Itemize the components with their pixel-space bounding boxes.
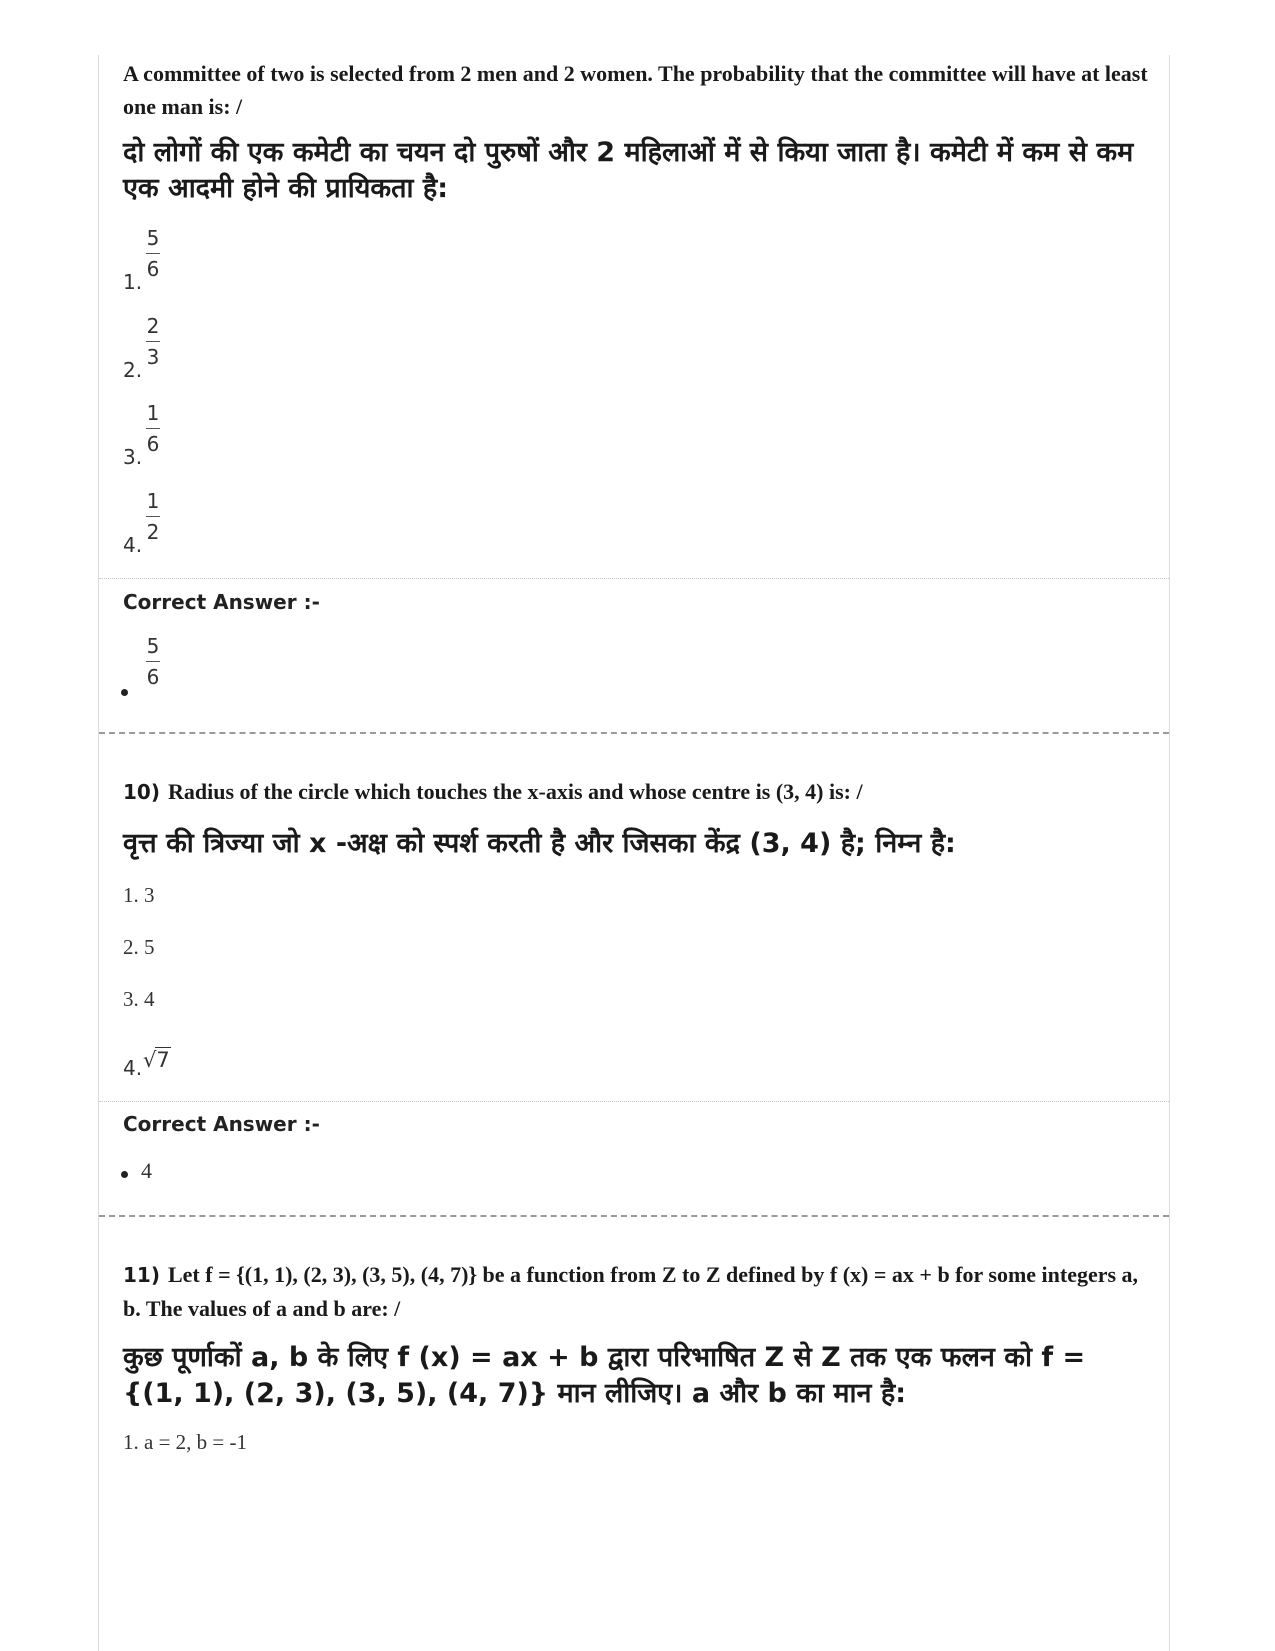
fraction-denominator: 3: [146, 345, 160, 369]
fraction-bar: [146, 661, 160, 662]
q10-correct-answer: 4: [141, 1158, 152, 1183]
fraction-denominator: 6: [146, 665, 160, 689]
question-11-hindi: कुछ पूर्णाकों a, b के लिए f (x) = ax + b द्वारा परिभाषित Z से Z तक एक फलन को f = {(1, 1), (2, 3), (3, 5), (4, 7)} मान लीजिए। a और b का मान है:: [123, 1342, 1086, 1409]
question-9-english: A committee of two is selected from 2 men and 2 women. The probability that the committee will have at least one man is: /: [123, 61, 1148, 119]
question-10-hindi: वृत्त की त्रिज्या जो x -अक्ष को स्पर्श करती है और जिसका केंद्र (3, 4) है; निम्न है:: [123, 828, 956, 859]
question-number: 11): [123, 1263, 160, 1287]
q9-option-3-label: 3.: [123, 445, 143, 469]
q9-option-4-label: 4.: [123, 533, 143, 557]
question-10-english: [123, 775, 1149, 809]
q9-option-2-label: 2.: [123, 358, 143, 382]
sqrt-icon: √: [143, 1048, 157, 1072]
fraction-numerator: 2: [146, 314, 160, 338]
radicand: 7: [156, 1048, 170, 1072]
q10-option-1: 1. 3: [123, 883, 155, 907]
bullet-icon: [121, 1171, 128, 1178]
correct-answer-label: Correct Answer :-: [123, 590, 320, 614]
fraction-bar: [146, 253, 160, 254]
fraction-numerator: 5: [146, 226, 160, 250]
q9-option-2-fraction: [143, 315, 163, 368]
q10-option-4-label: 4.: [123, 1056, 143, 1080]
fraction-denominator: 6: [146, 432, 160, 456]
question-separator: [99, 732, 1169, 734]
fraction-numerator: 1: [146, 401, 160, 425]
fraction-denominator: 6: [146, 257, 160, 281]
question-11-english: [123, 1258, 1149, 1325]
q9-correct-answer-fraction: [143, 635, 163, 688]
fraction-numerator: 1: [146, 489, 160, 513]
fraction-bar: [146, 341, 160, 342]
question-paper-page: [98, 55, 1170, 1651]
q9-option-4-fraction: [143, 490, 163, 543]
q10-option-2: 2. 5: [123, 935, 155, 959]
fraction-bar: [146, 516, 160, 517]
q11-option-1: 1. a = 2, b = -1: [123, 1430, 248, 1454]
correct-answer-label: Correct Answer :-: [123, 1112, 320, 1136]
question-separator: [99, 1215, 1169, 1217]
q9-option-1-fraction: [143, 227, 163, 280]
divider: [99, 1101, 1169, 1102]
q9-option-3-fraction: [143, 402, 163, 455]
q9-option-1-label: 1.: [123, 270, 143, 294]
q10-option-3: 3. 4: [123, 987, 155, 1011]
bullet-icon: [121, 689, 128, 696]
fraction-bar: [146, 428, 160, 429]
question-9-hindi: दो लोगों की एक कमेटी का चयन दो पुरुषों और 2 महिलाओं में से किया जाता है। कमेटी में कम से कम एक आदमी होने की प्रायिकता है:: [123, 137, 1134, 204]
question-11-text: Let f = {(1, 1), (2, 3), (3, 5), (4, 7)} be a function from Z to Z defined by f (x) = ax + b for some integers a, b. The values of a and b are: /: [123, 1262, 1139, 1321]
fraction-denominator: 2: [146, 520, 160, 544]
divider: [99, 578, 1169, 579]
q10-option-4-sqrt: [143, 1047, 171, 1072]
fraction-numerator: 5: [146, 634, 160, 658]
question-10-text: Radius of the circle which touches the x-axis and whose centre is (3, 4) is: /: [167, 779, 863, 804]
question-number: 10): [123, 780, 160, 804]
